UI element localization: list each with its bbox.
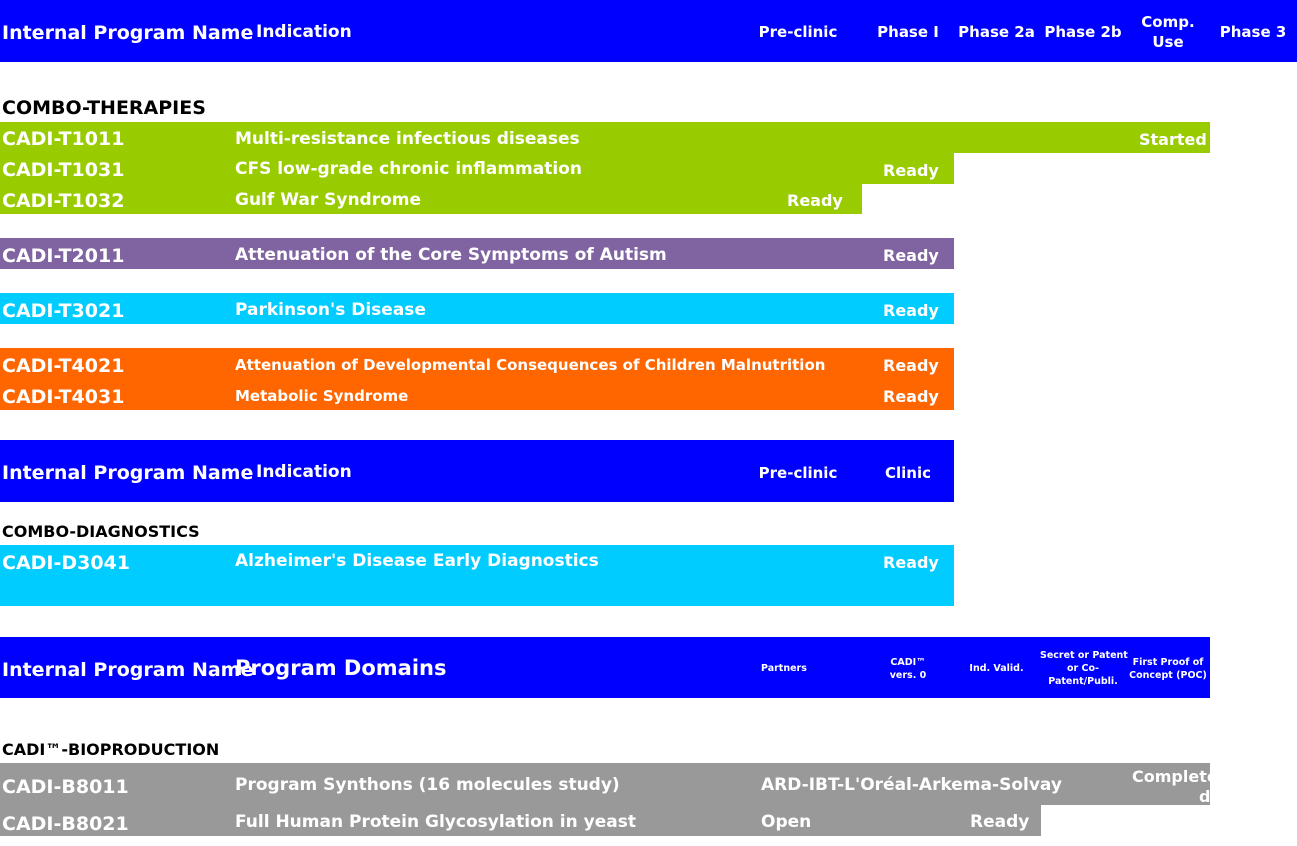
program-status: Ready <box>787 191 843 210</box>
section-title-combo-diagnostics: COMBO-DIAGNOSTICS <box>2 522 200 541</box>
program-status: Ready <box>883 301 939 320</box>
program-indication: Gulf War Syndrome <box>235 190 422 210</box>
header-secret-line1: Secret or Patent <box>1040 650 1128 661</box>
program-indication: CFS low-grade chronic inflammation <box>235 159 582 179</box>
program-code: CADI-B8021 <box>2 813 129 835</box>
program-status: Ready <box>970 812 1030 832</box>
header-secret-line3: Patent/Publi. <box>1048 676 1118 687</box>
program-status: Ready <box>883 553 939 572</box>
pipeline-bar-t1032 <box>0 184 862 214</box>
program-indication: Attenuation of the Core Symptoms of Autism <box>235 245 667 265</box>
section-title-combo-therapies: COMBO-THERAPIES <box>2 97 206 119</box>
header-partners: Partners <box>761 663 807 674</box>
header-program-name: Internal Program Name <box>2 659 254 681</box>
program-status: Ready <box>883 387 939 406</box>
header-secret-line2: or Co- <box>1067 663 1099 674</box>
header-preclinic: Pre-clinic <box>758 23 838 41</box>
program-status: Started <box>1139 130 1207 149</box>
header-program-name: Internal Program Name <box>2 462 254 484</box>
program-domain: Program Synthons (16 molecules study) <box>235 775 620 795</box>
header-indication: Indication <box>256 462 352 482</box>
program-code: CADI-T4021 <box>2 355 125 377</box>
program-status: Ready <box>883 161 939 180</box>
program-code: CADI-T4031 <box>2 386 125 408</box>
header-program-domains: Program Domains <box>235 656 447 680</box>
program-indication: Metabolic Syndrome <box>235 387 409 405</box>
header-ind-valid: Ind. Valid. <box>969 663 1024 674</box>
section-title-bioproduction: CADI™-BIOPRODUCTION <box>2 740 220 759</box>
program-indication: Parkinson's Disease <box>235 300 426 320</box>
program-code: CADI-B8011 <box>2 776 129 798</box>
header-indication: Indication <box>256 22 352 42</box>
header-phase2a: Phase 2a <box>958 23 1035 41</box>
header-phase1: Phase I <box>877 23 939 41</box>
program-domain: Full Human Protein Glycosylation in yeast <box>235 812 636 832</box>
program-status-line2: d <box>1199 787 1211 806</box>
program-code: CADI-T1031 <box>2 159 125 181</box>
header-phase2b: Phase 2b <box>1044 23 1122 41</box>
program-code: CADI-T3021 <box>2 300 125 322</box>
header-comp-use-line2: Use <box>1152 33 1184 51</box>
program-partners: Open <box>761 812 812 832</box>
header-poc-line1: First Proof of <box>1132 657 1204 668</box>
header-poc-line2: Concept (POC) <box>1129 670 1207 681</box>
program-partners: ARD-IBT-L'Oréal-Arkema-Solvay <box>761 775 1062 795</box>
header-cadi-v0-line1: CADI™ <box>890 657 926 668</box>
header-cadi-v0-line2: vers. 0 <box>889 670 927 681</box>
program-code: CADI-T1032 <box>2 190 125 212</box>
program-indication: Multi-resistance infectious diseases <box>235 129 580 149</box>
program-status: Ready <box>883 246 939 265</box>
program-code: CADI-T2011 <box>2 245 125 267</box>
program-indication: Alzheimer's Disease Early Diagnostics <box>235 551 599 571</box>
header-clinic: Clinic <box>884 464 931 482</box>
program-status: Ready <box>883 356 939 375</box>
program-indication: Attenuation of Developmental Consequences of Children Malnutrition <box>235 356 826 374</box>
pipeline-bar-t3021 <box>0 293 954 324</box>
program-code: CADI-D3041 <box>2 552 131 574</box>
pipeline-bar-t1011 <box>0 122 1210 153</box>
header-comp-use-line1: Comp. <box>1141 13 1195 31</box>
program-code: CADI-T1011 <box>2 128 125 150</box>
program-status-line1: Complete <box>1132 767 1218 786</box>
header-phase3: Phase 3 <box>1219 23 1287 41</box>
header-preclinic: Pre-clinic <box>758 464 838 482</box>
header-program-name: Internal Program Name <box>2 22 254 44</box>
